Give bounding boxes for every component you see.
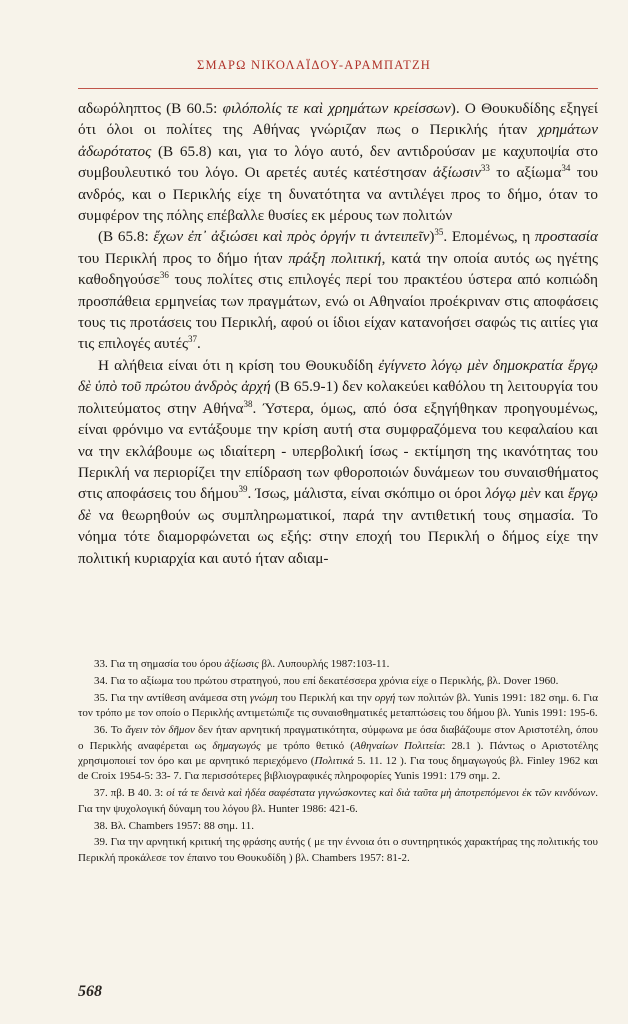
footnote-34 (78, 674, 598, 689)
text-run: . (196, 335, 201, 353)
greek-term: ἄγειν τὸν δῆμον (125, 724, 195, 737)
emphasis: δημαγωγός (212, 739, 261, 752)
emphasis: οργή (374, 691, 396, 704)
emphasis: προστασία (534, 228, 598, 246)
text-run: τους πολίτες στις επιλογές περί του πρακτέου ύστερα από κοπιώδη προσπάθεια ερμηνείας των πραγμάτων, ενώ οι Αθηναίοι προέκριναν στις αποφάσεις τους τις προτάσεις του Περικλή, αφού οι ίδιοι είχαν κατανοήσει σαφώς τις αιτίες για τις επιλογές αυτές (78, 271, 598, 353)
text-run: . Ύστερα, όμως, από όσα εξηγήθηκαν προηγουμένως, είναι φρόνιμο να εντάξουμε την κρίση αυτή στα συμφραζόμενα του κεφαλαίου και να την εκλάβουμε ως ιδιαίτερη - υπερβολική ίσως - εκτίμηση της ικανότητας του Περικλή να περιορίζει την επίδραση των φθοροποιών δυνάμεων του συναισθήματος στις αποφάσεις του δήμου (78, 399, 598, 503)
page-number: 568 (78, 983, 102, 1000)
paragraph-3 (78, 355, 598, 569)
footnote-ref-38: 38 (243, 398, 253, 409)
work-title: Πολιτικά (314, 754, 354, 767)
footnote-text: 33. Για τη σημασία του όρου (94, 658, 225, 670)
footnote-39 (78, 835, 598, 866)
emphasis: γνώμη (249, 691, 278, 704)
footnote-ref-35: 35 (434, 227, 444, 238)
text-run: το (489, 164, 517, 182)
greek-quote: οἱ τά τε δεινὰ καὶ ἡδέα σαφέστατα γιγνώσκοντες καὶ διὰ ταῦτα μὴ ἀποτρεπόμενοι ἐκ τῶν κινδύνων (166, 787, 596, 800)
footnote-text: 34. Για το αξίωμα του πρώτου στρατηγού, που επί δεκατέσσερα χρόνια είχε ο Περικλής, βλ. Dover 1960. (94, 674, 559, 687)
footnote-text: με τρόπο θετικό ( (260, 739, 354, 752)
greek-quote: ἐγίγνετο λόγῳ μὲν δημοκρατία ἔργῳ δὲ ὑπὸ τοῦ πρώτου ἀνδρὸς ἀρχή (78, 356, 598, 396)
text-run: (Β 65.9-1) δεν κολακεύει καθόλου τη λειτουργία του πολιτεύματος στην Αθήνα (78, 378, 598, 417)
text-run: , κατά την οποία αυτός ως ηγέτης καθοδηγούσε (78, 249, 599, 289)
footnote-text: 39. Για την αρνητική κριτική της φράσης αυτής ( με την έννοια ότι ο συντηρητικός χαρακτήρας της πολιτικής του Περικλή προκάλεσε τον έπαινο του Θουκυδίδη ) βλ. Chambers 1957: 81-2. (78, 836, 598, 864)
footnote-ref-34: 34 (561, 163, 571, 174)
text-run: . Επομένως, η (443, 228, 535, 246)
footnote-text: του Περικλή και την (277, 691, 375, 704)
paragraph-1 (78, 98, 598, 226)
header-divider (78, 88, 598, 89)
text-run: Η αλήθεια είναι ότι η κρίση του Θουκυδίδη (98, 356, 379, 374)
footnote-text: των πολιτών βλ. Yunis 1991: 182 σημ. 6. Για τον τρόπο με τον οποίο ο Περικλής αντιμετώπιζε τις συναισθηματικές μεταπτώσεις του δήμου βλ. Yunis 1991: 195-6. (78, 691, 598, 720)
greek-quote: ἀξίωσιν (432, 164, 481, 182)
footnote-ref-37: 37 (187, 334, 197, 345)
footnote-33 (78, 657, 598, 672)
text-run: (Β 65.8: (98, 228, 154, 246)
footnote-38 (78, 819, 598, 834)
footnote-ref-36: 36 (159, 270, 169, 281)
footnote-text: βλ. Λυπουρλής 1987:103-11. (258, 658, 390, 670)
greek-quote: ἔργῳ δὲ (78, 485, 598, 524)
footnote-text: : 28.1 ). Πάντως ο Αριστοτέλης χρησιμοποιεί τον όρο και με αρνητικό περιεχόμενο ( (78, 739, 599, 767)
text-run: . Ίσως, μάλιστα, είναι σκόπιμο οι όροι (247, 485, 486, 503)
footnote-text: . Για την ψυχολογική δύναμη του λόγου βλ. Hunter 1986: 421-6. (78, 787, 599, 815)
footnotes (78, 657, 598, 868)
footnote-36 (78, 723, 598, 785)
emphasis: πράξη πολιτική (288, 249, 382, 267)
greek-quote: λόγῳ μὲν (485, 485, 541, 503)
main-text (78, 98, 598, 569)
footnote-text: 5. 11. 12 ). Για τους δημαγωγούς βλ. Finley 1962 και de Croix 1954-5: 33- 7. Για περισσότερες βιβλιογραφικές πληροφορίες Yunis 1991: 179 σημ. 2. (78, 754, 599, 783)
footnote-text: 36. Το (94, 724, 126, 737)
paragraph-2 (78, 226, 598, 354)
footnote-text: 35. Για την αντίθεση ανάμεσα στη (94, 691, 250, 704)
text-run: (Β 65.8) και, για το λόγο αυτό, δεν αντιδρούσαν με καχυποψία στο συμβουλευτικό του λόγο. Οι αρετές αυτές κατέστησαν (78, 142, 598, 182)
footnote-35 (78, 691, 598, 722)
greek-term: ἀξίωσις (224, 658, 259, 670)
footnote-text: δεν ήταν αρνητική πραγματικότητα, σύμφωνα με όσα διαβάζουμε στον Αριστοτέλη, όπου ο Περικλής αναφέρεται ως (78, 724, 598, 752)
text-run: αδωρόληπτος (Β 60.5: (78, 100, 223, 117)
footnote-ref-39: 39 (238, 484, 248, 495)
greek-quote: ἔχων ἐπ᾽ ἀξιώσει καὶ πρὸς ὀργήν τι ἀντειπεῖν (153, 228, 430, 246)
text-run: ) (429, 228, 435, 246)
greek-quote: χρημάτων ἀδωρότατος (78, 121, 598, 160)
footnote-ref-33: 33 (480, 163, 490, 174)
text-run: του ανδρός, και ο Περικλής είχε τη δυνατότητα να αντιλέγει προς το δήμο, όταν το συμφέρον της πόλης επέβαλλε θυσίες εκ μέρους των πολιτών (78, 164, 598, 225)
footnote-37 (78, 786, 598, 817)
text-run: ). Ο Θουκυδίδης εξηγεί ότι όλοι οι πολίτες της Αθήνας γνώριζαν πως ο Περικλής ήταν (78, 100, 599, 139)
greek-quote: φιλόπολίς τε καὶ χρημάτων κρείσσων (222, 100, 451, 117)
work-title: Αθηναίων Πολιτεία (353, 739, 443, 752)
text-run: αξίωμα (516, 164, 562, 182)
text-run: του Περικλή προς το δήμο ήταν (78, 249, 289, 267)
text-run: να θεωρηθούν ως συμπληρωματικοί, παρά την αντιθετική τους σημασία. Το νόημα τότε διαμορφώνεται ως εξής: στην εποχή του Περικλή ο δήμος είχε την πολιτική κυριαρχία και αυτό ήταν αδιαμ- (78, 506, 598, 567)
footnote-text: 38. Βλ. Chambers 1957: 88 σημ. 11. (94, 819, 254, 832)
footnote-text: 37. πβ. Β 40. 3: (94, 787, 167, 800)
running-header: ΣΜΑΡΩ ΝΙΚΟΛΑΪΔΟΥ-ΑΡΑΜΠΑΤΖΗ (196, 58, 432, 72)
text-run: και (540, 485, 568, 503)
